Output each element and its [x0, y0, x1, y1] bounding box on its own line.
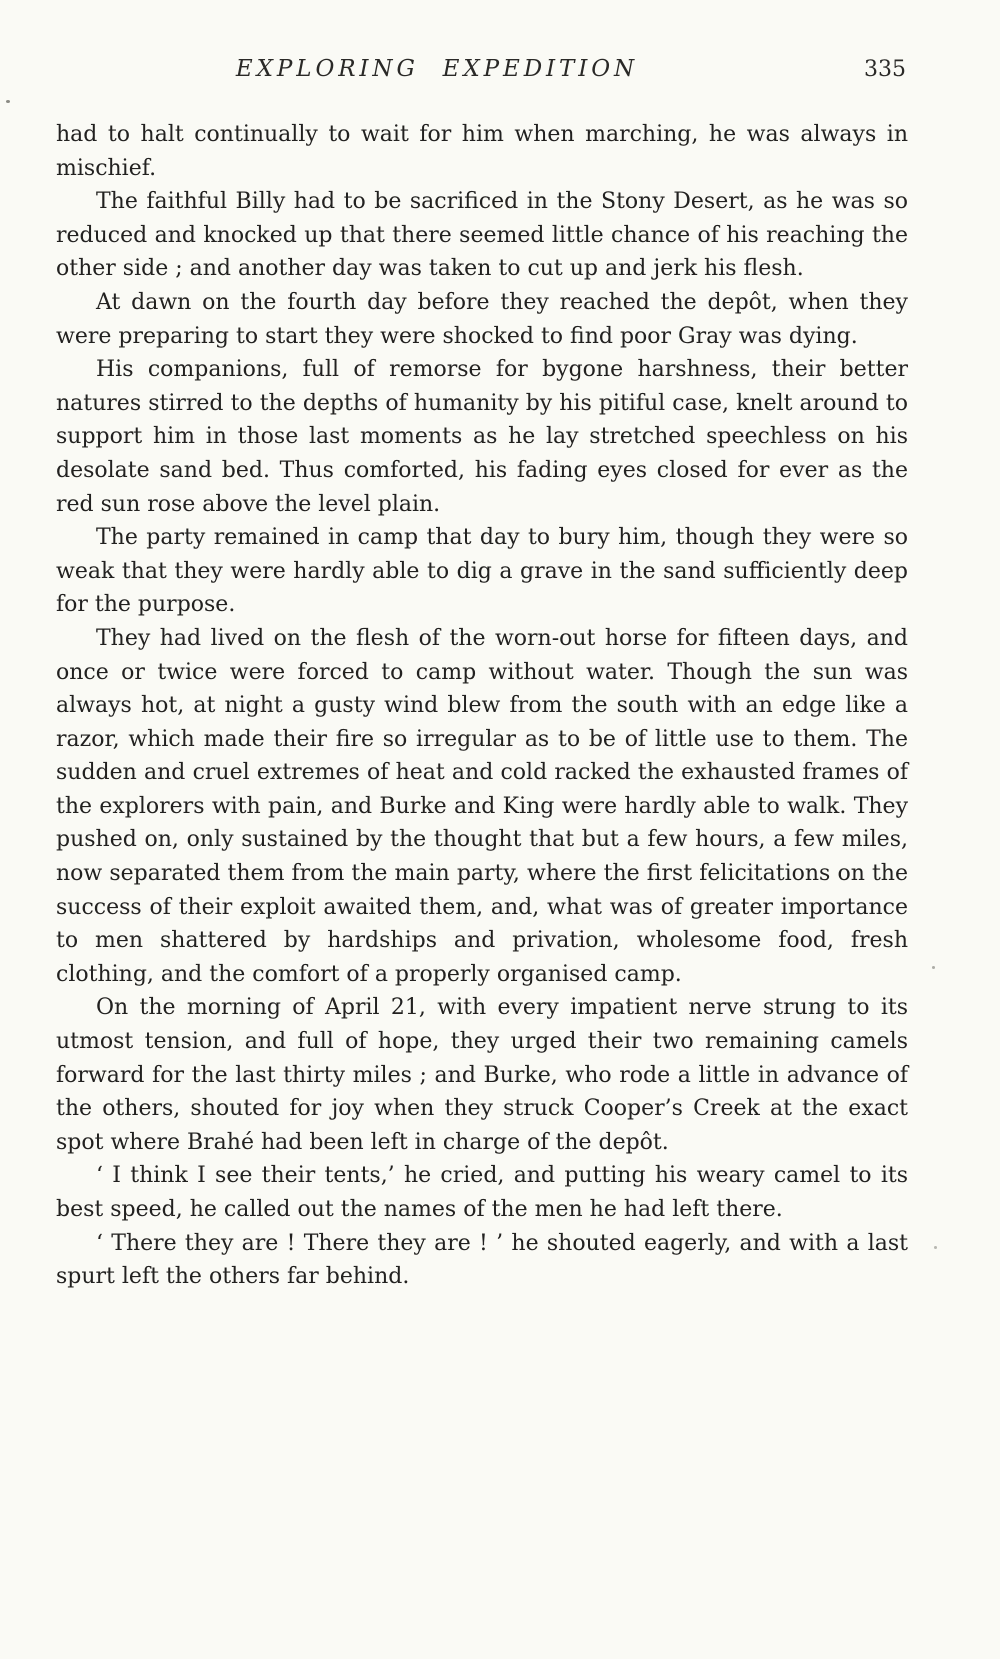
- paragraph: They had lived on the flesh of the worn-out horse for fifteen days, and once or twice were forced to camp without water. Though the sun was always hot, at night a gusty wind blew from the south with an edge like a razor, which made their fire so irregular as to be of little use to them. The sudden and cruel extremes of heat and cold racked the exhausted frames of the explorers with pain, and Burke and King were hardly able to walk. They pushed on, only sustained by the thought that but a few hours, a few miles, now separated them from the main party, where the first felicitations on the success of their exploit awaited them, and, what was of greater importance to men shattered by hardships and privation, wholesome food, fresh clothing, and the comfort of a properly organised camp.: [56, 625, 908, 987]
- scan-speckle: [934, 1246, 937, 1249]
- paragraph: The party remained in camp that day to bury him, though they were so weak that they were hardly able to dig a grave in the sand sufficiently deep for the purpose.: [56, 525, 908, 618]
- running-header-title: EXPLORING EXPEDITION: [235, 56, 639, 82]
- paragraph: On the morning of April 21, with every impatient nerve strung to its utmost tension, and full of hope, they urged their two remaining camels forward for the last thirty miles ; and Burke, who rode a little in advance of the others, shouted for joy when they struck Cooper’s Creek at the exact spot where Brahé had been left in charge of the depôt.: [56, 995, 908, 1155]
- paragraph: His companions, full of remorse for bygone harshness, their better natures stirred to the depths of humanity by his pitiful case, knelt around to support him in those last moments as he lay stretched speechless on his desolate sand bed. Thus comforted, his fading eyes closed for ever as the red sun rose above the level plain.: [56, 357, 908, 517]
- paragraph: ‘ There they are ! There they are ! ’ he shouted eagerly, and with a last spurt left the others far behind.: [56, 1230, 908, 1290]
- page-number: 335: [864, 57, 906, 82]
- paragraph: The faithful Billy had to be sacrificed in the Stony Desert, as he was so reduced and knocked up that there seemed little chance of his reaching the other side ; and another day was taken to cut up and jerk his flesh.: [56, 189, 908, 282]
- paragraph: At dawn on the fourth day before they reached the depôt, when they were preparing to start they were shocked to find poor Gray was dying.: [56, 289, 908, 349]
- paragraph: had to halt continually to wait for him when marching, he was always in mischief.: [56, 122, 908, 181]
- page: [56, 56, 908, 1294]
- scan-speckle: [6, 100, 10, 103]
- body-text: [56, 118, 908, 1294]
- paragraph: ‘ I think I see their tents,’ he cried, and putting his weary camel to its best speed, he called out the names of the men he had left there.: [56, 1163, 908, 1222]
- scan-speckle: [932, 966, 935, 969]
- running-head: [56, 56, 908, 96]
